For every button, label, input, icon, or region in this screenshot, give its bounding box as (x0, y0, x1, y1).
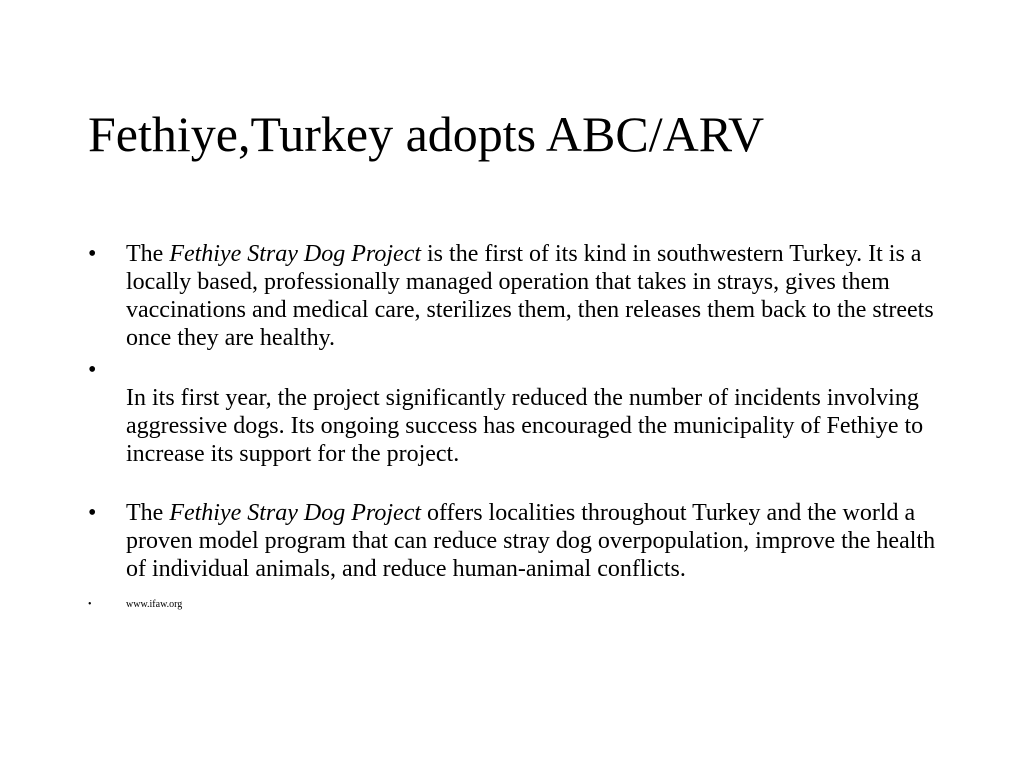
bullet-text-suffix: offers localities throughout Turkey and the world a proven model program that can reduce stray dog overpopulation, improve the health of individual animals, and reduce human-animal conflicts. (126, 500, 936, 582)
bullet-text (126, 241, 934, 351)
bullet-list (88, 240, 938, 611)
bullet-text: In its first year, the project significantly reduced the number of incidents involving aggressive dogs. Its ongoing success has encouraged the municipality of Fethiye to increase its support for the project. (126, 385, 924, 467)
bullet-text-prefix: The (126, 241, 170, 267)
bullet-item (88, 356, 938, 468)
source-url-text: www.ifaw.org (126, 599, 183, 610)
bullet-text-suffix: is the first of its kind in southwestern Turkey. It is a locally based, professionally managed operation that takes in strays, gives them vaccinations and medical care, sterilizes them, then releases them back to the streets once they are healthy. (126, 241, 934, 351)
bullet-marker: • (88, 500, 97, 526)
slide-title: Fethiye,Turkey adopts ABC/ARV (88, 106, 765, 162)
bullet-marker: • (88, 599, 92, 610)
bullet-item (88, 499, 938, 583)
project-name-emphasis: Fethiye Stray Dog Project (169, 500, 422, 526)
bullet-item-source (88, 599, 938, 611)
bullet-item (88, 240, 938, 352)
bullet-text (126, 500, 935, 582)
project-name-emphasis: Fethiye Stray Dog Project (169, 241, 422, 267)
bullet-text-prefix: The (126, 500, 170, 526)
bullet-marker: • (88, 241, 97, 267)
bullet-marker: • (88, 357, 97, 383)
